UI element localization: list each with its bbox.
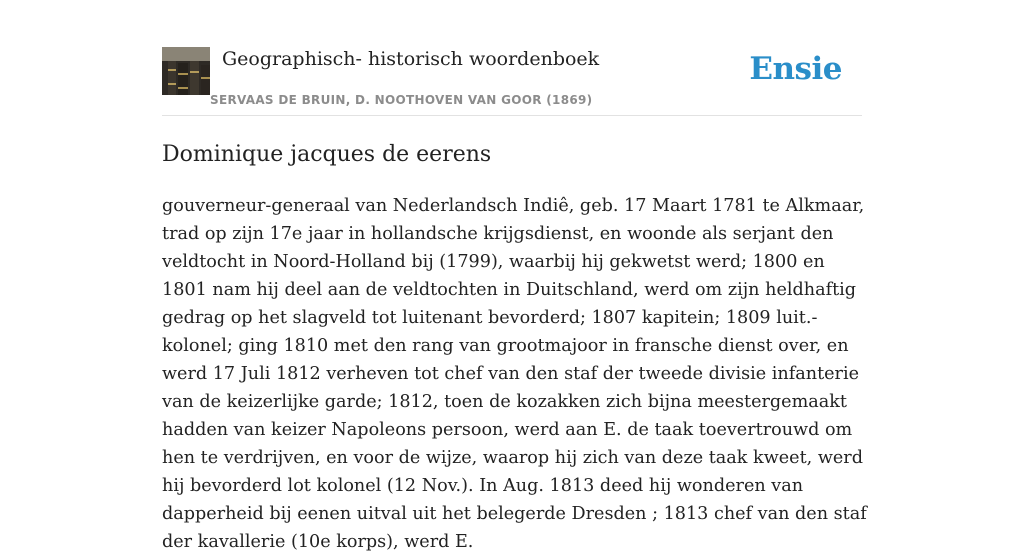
brand-logo[interactable]: Ensie — [749, 51, 842, 87]
entry-title: Dominique jacques de eerens — [162, 142, 492, 167]
source-header — [162, 46, 862, 116]
book-authors: SERVAAS DE BRUIN, D. NOOTHOVEN VAN GOOR (1869) — [210, 93, 593, 107]
entry-body: gouverneur-generaal van Nederlandsch Indiê, geb. 17 Maart 1781 te Alkmaar, trad op zijn 17e jaar in hollandsche krijgsdienst, en woonde als serjant den veldtocht in Noord-Holland bij (1799), waarbij hij gekwetst werd; 1800 en 1801 nam hij deel aan de veldtochten in Duitschland, werd om zijn heldhaftig gedrag op het slagveld tot luitenant bevorderd; 1807 kapitein; 1809 luit.-kolonel; ging 1810 met den rang van grootmajoor in fransche dienst over, en werd 17 Juli 1812 verheven tot chef van den staf der tweede divisie infanterie van de keizerlijke garde; 1812, toen de kozakken zich bijna meestergemaakt hadden van keizer Napoleons persoon, werd aan E. de taak toevertrouwd om hen te verdrijven, en voor de wijze, waarop hij zich van deze taak kweet, werd hij bevorderd lot kolonel (12 Nov.). In Aug. 1813 deed hij wonderen van dapperheid bij eenen uitval uit het belegerde Dresden ; 1813 chef van den staf der kavallerie (10e korps), werd E. — [162, 196, 867, 552]
book-spines-icon[interactable] — [162, 47, 210, 95]
book-title[interactable]: Geographisch- historisch woordenboek — [222, 48, 600, 70]
